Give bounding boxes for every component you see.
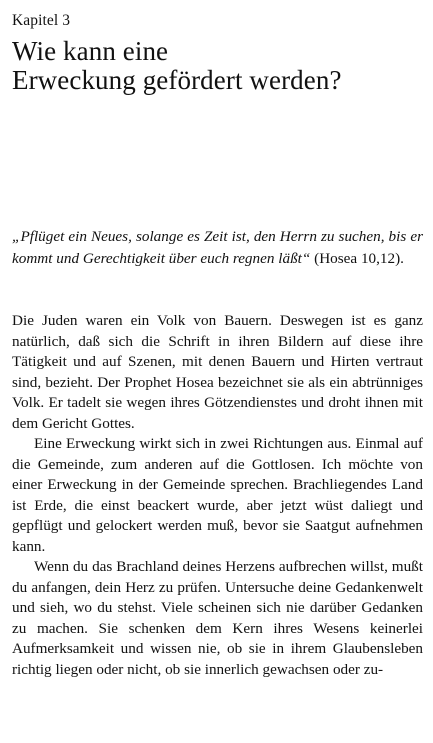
epigraph-reference: (Hosea 10,12). [310, 249, 404, 267]
chapter-label: Kapitel 3 [12, 12, 71, 29]
epigraph-quote: „Pflüget ein Neues, solange es Zeit ist, den Herrn zu suchen, bis er kommt und Gerechtigkeit über euch regnen läßt“ [12, 228, 423, 267]
paragraph: Eine Erweckung wirkt sich in zwei Richtungen aus. Einmal auf die Gemeinde, zum anderen auf die Gottlosen. Ich möchte von einer Erweckung in der Gemeinde sprechen. Brachliegendes Land ist Erde, die einst beackert wurde, aber jetzt wüst daliegt und gepflügt und gelockert werden muß, bevor sie Saatgut aufnehmen kann. [12, 435, 423, 555]
epigraph [12, 226, 423, 269]
paragraph: Die Juden waren ein Volk von Bauern. Deswegen ist es ganz natürlich, daß sich die Schrift in ihren Bildern auf diese ihre Tätigkeit und auf Szenen, mit denen Bauern und Hirten vertraut sind, bezieht. Der Prophet Hosea bezeichnet sie als ein abtrünniges Volk. Er tadelt sie wegen ihres Götzendienstes und droht ihnen mit dem Gericht Gottes. [12, 312, 423, 432]
chapter-title-line-1: Wie kann eine [12, 36, 169, 66]
body-text [12, 311, 423, 680]
chapter-title [12, 37, 423, 95]
paragraph: Wenn du das Brachland deines Herzens aufbrechen willst, mußt du anfangen, dein Herz zu prüfen. Untersuche deine Gedankenwelt und sieh, wo du stehst. Viele scheinen sich nie darüber Gedanken zu machen. Sie schenken dem Kern ihres Wesens keinerlei Aufmerksamkeit und wissen nie, ob sie in ihrem Glaubensleben richtig liegen oder nicht, ob sie innerlich gewachsen oder zu- [12, 558, 423, 678]
chapter-title-line-2: Erweckung gefördert werden? [12, 65, 342, 95]
